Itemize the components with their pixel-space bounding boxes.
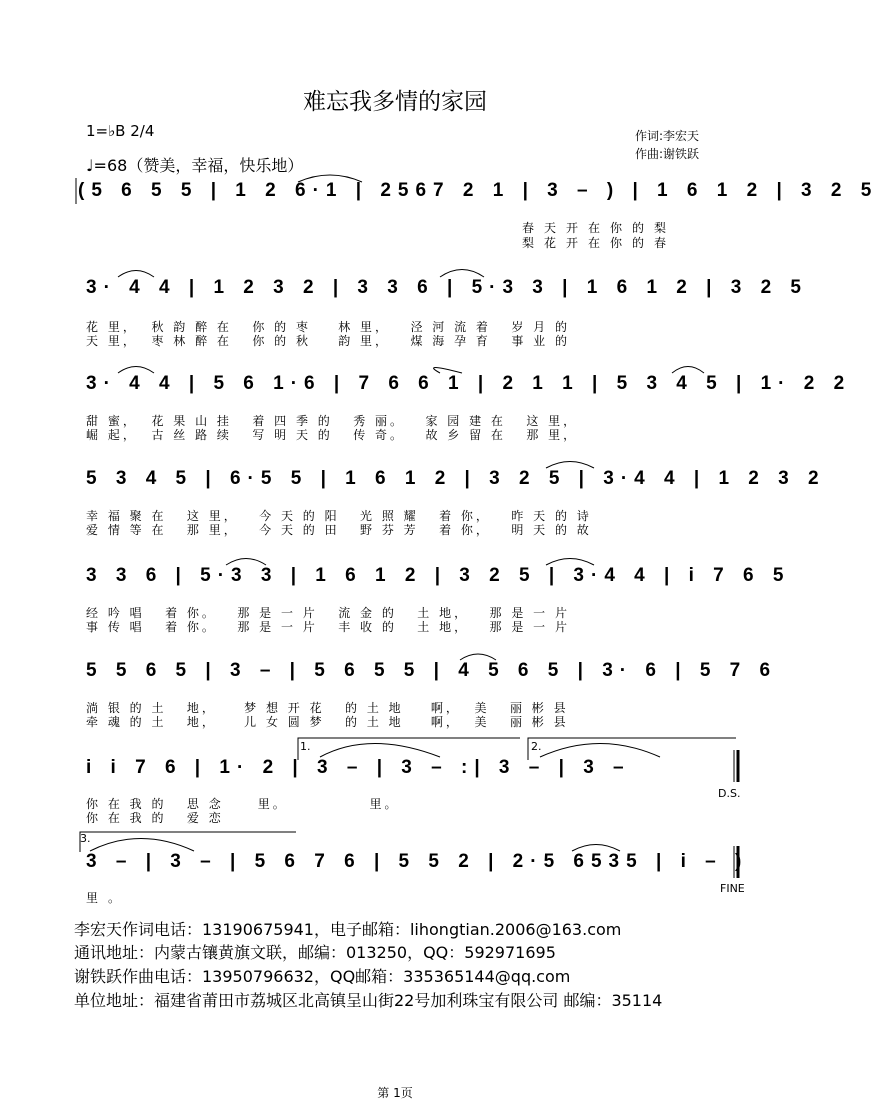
ending-1-label: 1. — [300, 740, 311, 753]
composer-contact: 谢铁跃作曲电话：13950796632，QQ邮箱：335365144@qq.com — [74, 967, 571, 986]
lyrics-row-1-verse-2: 梨花开在你的春 — [522, 236, 677, 250]
key-signature: 1=♭B 2/4 — [86, 122, 155, 140]
score-row-1: (5 6 5 5 | 1 2 6·1 | 2567 2 1 | 3 – ) | 1 6 1 2 | 3 2 5 — [78, 180, 878, 201]
lyrics-row-7-verse-2: 你 在 我 的 爱 恋 — [86, 811, 224, 825]
score-row-4: 5 3 4 5 | 6·5 5 | 1 6 1 2 | 3 2 5 | 3·4 4 | 1 2 3 2 — [86, 468, 826, 489]
score-row-5: 3 3 6 | 5·3 3 | 1 6 1 2 | 3 2 5 | 3·4 4 | i 7 6 5 — [86, 565, 791, 586]
lyrics-row-6-verse-1: 淌 银 的 土 地， 梦 想 开 花 的 土 地 啊， 美 丽 彬 县 — [86, 701, 569, 715]
lyrics-row-8: 里。 — [86, 891, 131, 905]
lyrics-row-4-verse-2: 爱 情 等 在 那 里， 今 天 的 田 野 芬 芳 着 你， 明 天 的 故 — [86, 523, 592, 537]
composer-address: 单位地址：福建省莆田市荔城区北高镇呈山街22号加利珠宝有限公司 邮编：35114 — [74, 991, 663, 1010]
tempo-marking: ♩=68（赞美，幸福，快乐地） — [86, 156, 304, 175]
ds-marking: D.S. — [718, 787, 741, 800]
page-number: 第 1页 — [377, 1086, 413, 1100]
lyricist-credit: 作词:李宏天 — [635, 129, 700, 143]
lyrics-row-1-verse-1: 春天开在你的梨 — [522, 221, 677, 235]
score-row-8: 3 – | 3 – | 5 6 7 6 | 5 5 2 | 2·5 6535 | i – ) — [86, 851, 749, 872]
fine-marking: FINE — [720, 882, 745, 895]
lyrics-row-2-verse-2: 天 里， 枣 林 醉 在 你 的 秋 韵 里， 煤 海 孕 育 事 业 的 — [86, 334, 570, 348]
lyrics-row-5-verse-2: 事 传 唱 着 你。 那 是 一 片 丰 收 的 土 地， 那 是 一 片 — [86, 620, 570, 634]
lyrics-row-2-verse-1: 花 里， 秋 韵 醉 在 你 的 枣 林 里， 泾 河 流 着 岁 月 的 — [86, 320, 570, 334]
composer-credit: 作曲:谢铁跃 — [635, 147, 700, 161]
score-row-7: i i 7 6 | 1· 2 | 3 – | 3 – :| 3 – | 3 – — [86, 757, 631, 778]
lyrics-row-6-verse-2: 牵 魂 的 土 地， 儿 女 圆 梦 的 土 地 啊， 美 丽 彬 县 — [86, 715, 569, 729]
ending-2-label: 2. — [531, 740, 542, 753]
score-row-2: 3· 4 4 | 1 2 3 2 | 3 3 6 | 5·3 3 | 1 6 1 2 | 3 2 5 — [86, 277, 808, 298]
lyrics-row-3-verse-2: 崛 起， 古 丝 路 续 写 明 天 的 传 奇。 故 乡 留 在 那 里， — [86, 428, 579, 442]
lyricist-address: 通讯地址：内蒙古镶黄旗文联，邮编：013250，QQ：592971695 — [74, 943, 556, 962]
lyrics-row-5-verse-1: 经 吟 唱 着 你。 那 是 一 片 流 金 的 土 地， 那 是 一 片 — [86, 606, 570, 620]
lyrics-row-7-verse-1: 你 在 我 的 思 念 里。 里。 — [86, 797, 400, 811]
score-row-3: 3· 4 4 | 5 6 1·6 | 7 6 6 1 | 2 1 1 | 5 3 4 5 | 1· 2 2 — [86, 373, 852, 394]
song-title: 难忘我多情的家园 — [303, 89, 487, 115]
score-row-6: 5 5 6 5 | 3 – | 5 6 5 5 | 4 5 6 5 | 3· 6 | 5 7 6 — [86, 660, 778, 681]
lyricist-contact: 李宏天作词电话：13190675941，电子邮箱：lihongtian.2006@163.com — [74, 920, 622, 939]
ending-3-label: 3. — [80, 832, 91, 845]
lyrics-row-4-verse-1: 幸 福 聚 在 这 里， 今 天 的 阳 光 照 耀 着 你， 昨 天 的 诗 — [86, 509, 592, 523]
lyrics-row-3-verse-1: 甜 蜜， 花 果 山 挂 着 四 季 的 秀 丽。 家 园 建 在 这 里， — [86, 414, 579, 428]
